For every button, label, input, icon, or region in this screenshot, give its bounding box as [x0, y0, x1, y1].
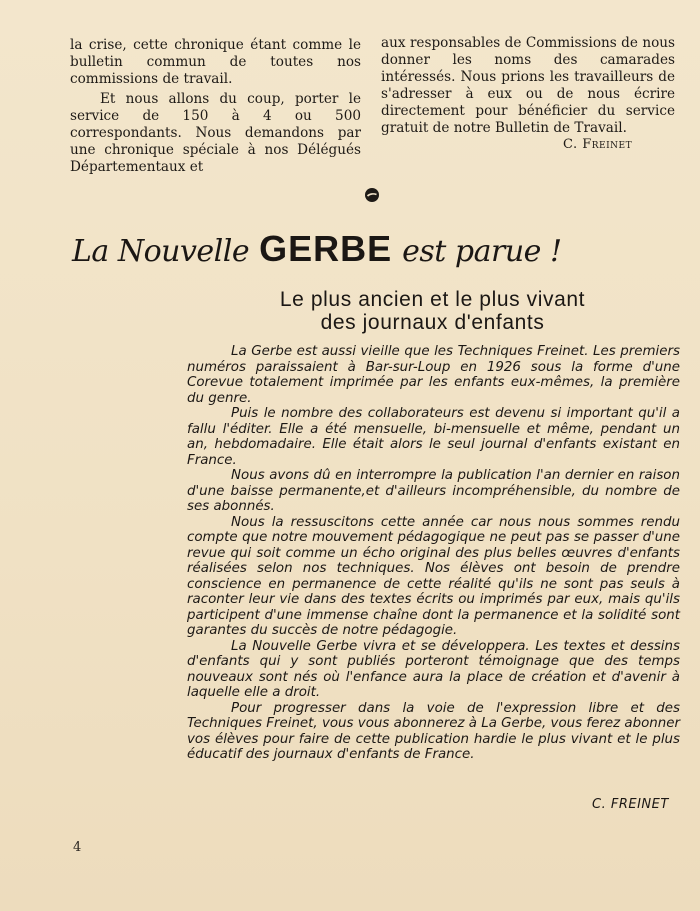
headline-gerbe: GERBE	[259, 228, 393, 269]
subtitle-line: Le plus ancien et le plus vivant	[279, 288, 586, 311]
article-subtitle	[200, 288, 665, 334]
body-paragraph: Nous la ressuscitons cette année car nous nous sommes rendu compte que notre mouvement pédagogique ne peut pas se passer d'une revue qui soit comme un écho original des plus belles œuvres d'enfants réalisées selon nos techniques. Nos élèves ont besoin de prendre conscience en permanence de cette réalité qu'ils ne sont pas seuls à raconter leur vie dans des textes écrits ou imprimés par eux, mais qu'ils participent d'une immense chaîne dont la permanence et la solidité sont garantes du succès de notre pédagogie.	[187, 514, 680, 638]
headline-script-part2: est parue !	[402, 234, 562, 269]
article-body	[187, 344, 680, 763]
previous-article-right-column	[381, 35, 675, 137]
body-paragraph: La Gerbe est aussi vieille que les Techniques Freinet. Les premiers numéros paraissaient à Bar-sur-Loup en 1926 sous la forme d'une Corevue totalement imprimée par les enfants eux-mêmes, la première du genre.	[187, 344, 680, 406]
previous-article-signature: C. Freinet	[563, 137, 633, 152]
previous-article-paragraph: Et nous allons du coup, porter le service de 150 à 4 ou 500 correspondants. Nous demandons par une chronique spéciale à nos Délégués Départementaux et	[70, 91, 361, 175]
page-number: 4	[73, 840, 82, 855]
subtitle-line: des journaux d'enfants	[320, 311, 545, 334]
article-headline	[72, 228, 592, 274]
previous-article-paragraph: aux responsables de Commissions de nous donner les noms des camarades intéressés. Nous prions les travailleurs de s'adresser à eux ou de nous écrire directement pour bénéficier du service gratuit de notre Bulletin de Travail.	[381, 35, 675, 136]
body-paragraph: Pour progresser dans la voie de l'expression libre et des Techniques Freinet, vous vous abonnerez à La Gerbe, vous ferez abonner vos élèves pour faire de cette publication hardie le plus vivant et le plus éducatif des journaux d'enfants de France.	[187, 700, 680, 762]
section-divider-ornament-icon	[364, 187, 380, 203]
body-paragraph: Nous avons dû en interrompre la publication l'an dernier en raison d'une baisse permanente,et d'ailleurs incompréhensible, du nombre de ses abonnés.	[187, 468, 680, 514]
article-signature: C. FREINET	[592, 797, 669, 812]
previous-article-left-column	[70, 37, 361, 176]
previous-article-paragraph: la crise, cette chronique étant comme le bulletin commun de toutes nos commissions de travail.	[70, 37, 361, 87]
body-paragraph: La Nouvelle Gerbe vivra et se développera. Les textes et dessins d'enfants qui y sont publiés porteront témoignage que des temps nouveaux sont nés où l'enfance aura la place de création et d'avenir à laquelle elle a droit.	[187, 638, 680, 700]
body-paragraph: Puis le nombre des collaborateurs est devenu si important qu'il a fallu l'éditer. Elle a été mensuelle, bi-mensuelle et même, pendant un an, hebdomadaire. Elle était alors le seul journal d'enfants existant en France.	[187, 406, 680, 468]
headline-script-part1: La Nouvelle	[72, 234, 250, 269]
